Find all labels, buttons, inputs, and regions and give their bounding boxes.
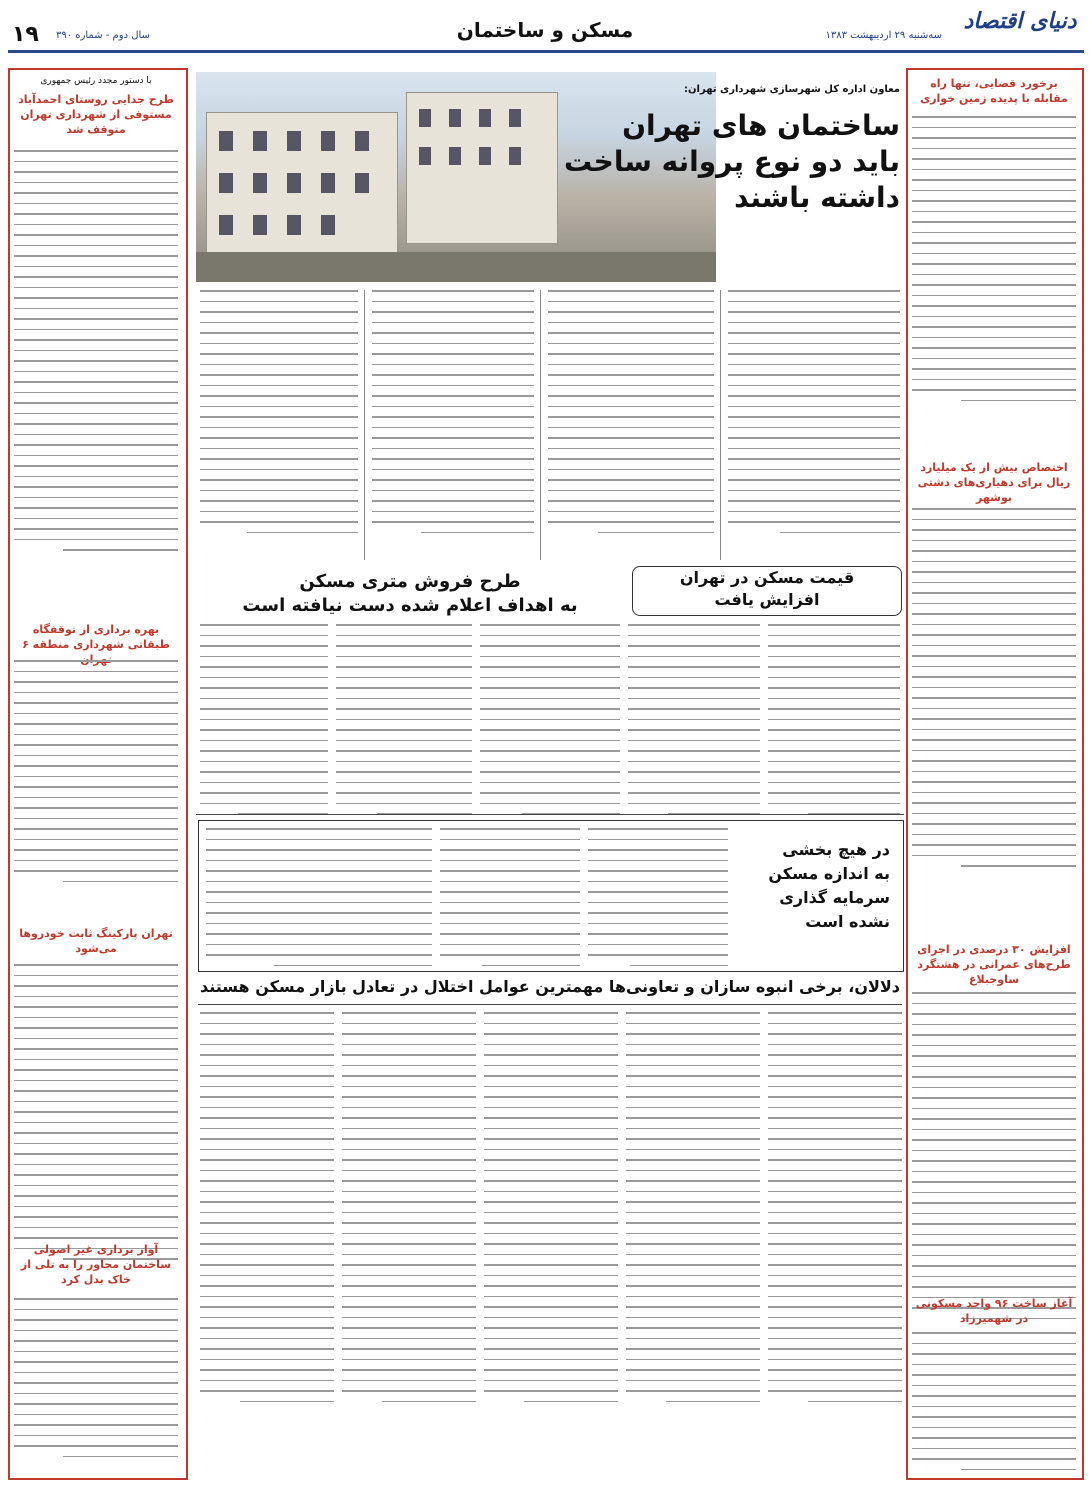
investment-body-col-2 [440,828,580,975]
investment-title: در هیچ بخشی به اندازه مسکن سرمایه گذاری نشده است [768,840,890,931]
bottom-body-col-5 [200,1012,334,1411]
lead-body-col-2 [548,290,714,542]
left-headline-4: آوار برداری غیر اصولی ساختمان مجاور را به تلی از خاک بدل کرد [20,1243,172,1286]
lead-body-col-1 [728,290,900,542]
right-headline-4: آغاز ساخت ۹۶ واحد مسکونی در شهمیرزاد [915,1297,1073,1325]
title-underline [198,1004,902,1005]
left-body-2 [14,660,178,891]
investment-body-col-3 [206,828,432,975]
right-body-2 [912,508,1076,876]
bottom-body-col-1 [768,1012,902,1411]
lead-body-col-4 [200,290,358,542]
bottom-body-col-3 [484,1012,618,1411]
right-body-1 [912,116,1076,410]
issue-date: سه‌شنبه ۲۹ اردیبهشت ۱۳۸۳ [825,30,942,41]
sale-title: طرح فروش متری مسکن به اهداف اعلام شده دست نیافته است [242,571,578,616]
right-body-4 [912,1332,1076,1479]
sale-body-col-2 [336,624,472,824]
left-body-4 [14,1298,178,1466]
right-headline-2: اختصاص بیش از یک میلیارد ریال برای دهیاری‌های دشتی بوشهر [917,461,1071,504]
column-divider [720,290,721,560]
investment-body-col-1 [588,828,728,975]
bottom-body-col-2 [626,1012,760,1411]
left-body-3 [14,964,178,1269]
logo: دنیای اقتصاد [963,8,1077,34]
price-body-col-1 [768,624,900,824]
column-divider [540,290,541,560]
left-body-1 [14,150,178,560]
price-title-box: قیمت مسکن در تهران افزایش یافت [632,566,902,616]
right-column [906,68,1084,1480]
lead-body-col-3 [372,290,534,542]
sale-body-col-3 [200,624,328,824]
lead-title: ساختمان های تهران باید دو نوع پروانه ساخت داشته باشند [564,109,900,214]
sale-body-col-1 [480,624,620,824]
left-headline-1: طرح جدایی روستای احمدآباد مستوفی از شهرداری تهران متوقف شد [18,93,174,136]
right-headline-3: افزایش ۳۰ درصدی در اجرای طرح‌های عمرانی در هشتگرد ساوجبلاغ [917,943,1071,986]
section-rule [196,814,904,815]
left-column [8,68,188,1480]
left-headline-3: تهران پارکینگ ثابت خودروها می‌شود [19,927,173,955]
issue-number: سال دوم - شماره ۳۹۰ [56,30,150,41]
left-kicker: با دستور مجدد رئیس جمهوری [40,76,152,86]
bottom-title: دلالان، برخی انبوه سازان و تعاونی‌ها مهمترین عوامل اختلال در تعادل بازار مسکن هستند [199,977,901,996]
masthead-rule [8,50,1084,53]
right-body-3 [912,992,1076,1328]
left-headline-2: بهره برداری از توقفگاه طبقاتی شهرداری منطقه ۶ [22,623,170,651]
lead-kicker: معاون اداره کل شهرسازی شهرداری تهران: [684,84,900,95]
page-number: ۱۹ [12,22,39,47]
masthead [0,0,1092,64]
column-divider [364,290,365,560]
section-title: مسکن و ساختمان [456,18,634,42]
right-headline-1: برخورد قضایی، تنها راه مقابله با پدیده زمین خواری [920,77,1068,105]
price-body-col-2 [628,624,760,824]
bottom-body-col-4 [342,1012,476,1411]
